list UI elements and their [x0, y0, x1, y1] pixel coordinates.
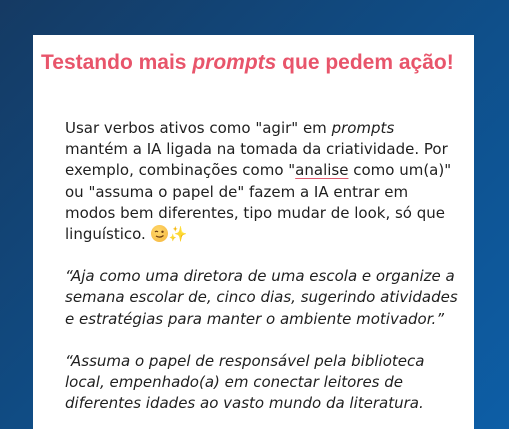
- card-title: [41, 49, 461, 76]
- title-part-2: que pedem ação!: [276, 51, 454, 74]
- intro-paragraph: [65, 118, 461, 245]
- content-card: [33, 35, 474, 429]
- quote-example-1: “Aja como uma diretora de uma escola e organize a semana escolar de, cinco dias, sugerindo atividades e estratégias para manter o ambiente motivador.”: [65, 267, 458, 328]
- intro-italic-word: prompts: [331, 119, 395, 137]
- paragraph-spacer: [65, 245, 461, 266]
- quote-example-2: “Assuma o papel de responsável pela biblioteca local, empenhado(a) em conectar leitores de diferentes idades ao vasto mundo da literatura.: [65, 351, 425, 413]
- wink-emoji-icon: [151, 225, 168, 242]
- intro-text-a: Usar verbos ativos como "agir" em: [65, 119, 332, 137]
- intro-text-b: mantém a IA ligada na tomada da criatividade. Por exemplo, combinações como ": [65, 140, 448, 180]
- intro-text-c: como um(a)" ou "assuma o papel de" fazem a IA entrar em modos bem diferentes, tipo mudar de look, só que linguístico.: [65, 161, 452, 244]
- paragraph-spacer: [65, 330, 461, 351]
- underlined-word: analise: [295, 161, 349, 180]
- sparkles-emoji-icon: ✨: [168, 225, 188, 244]
- card-body: [65, 118, 461, 414]
- title-italic-word: prompts: [192, 51, 277, 74]
- title-part-1: Testando mais: [41, 51, 193, 74]
